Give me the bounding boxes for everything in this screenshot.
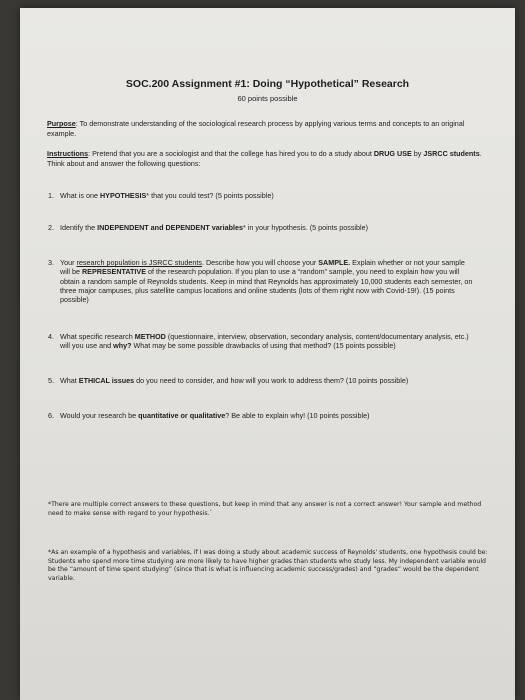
question-keyword: ETHICAL issues xyxy=(78,376,135,385)
question-underlined-text: research population is JSRCC students xyxy=(76,258,202,267)
question-text: ? Be able to explain why! (10 points possible) xyxy=(225,411,370,420)
question-text: * that you could test? (5 points possible) xyxy=(146,191,274,200)
points-subtitle: 60 points possible xyxy=(237,94,298,103)
question-keyword: REPRESENTATIVE xyxy=(81,267,147,277)
instructions-paragraph xyxy=(47,149,492,168)
instructions-text: . Think about and answer the following questions: xyxy=(47,149,482,168)
instructions-text: by xyxy=(411,149,424,158)
page-title: SOC.200 Assignment #1: Doing “Hypothetical” Research xyxy=(125,78,410,90)
footnote-answers: *There are multiple correct answers to these questions, but keep in mind that any answer is not a correct answer! Your sample and method need to make sense with regard to your hypothesis.` xyxy=(48,501,482,517)
question-keyword: HYPOTHESIS xyxy=(99,191,147,200)
question-number: 6. xyxy=(48,411,54,420)
instructions-text: : Pretend that you are a sociologist and that the college has hired you to do a study about xyxy=(88,149,374,158)
question-text: . Describe how you will choose your xyxy=(201,258,319,267)
footnote-example: *As an example of a hypothesis and variables, if I was doing a study about academic success of Reynolds' students, one hypothesis could be: Students who spend more time studying are more likely to have higher grades than students who study less. My independent variable would be the “amount of time spent studying” (since that is what is influencing academic success/grades) and “grades” would be the dependent variable. xyxy=(48,549,488,582)
instructions-population: JSRCC students xyxy=(423,149,480,158)
question-keyword: INDEPENDENT and DEPENDENT variables xyxy=(97,223,243,232)
assignment-sheet xyxy=(20,8,515,700)
question-text: (questionnaire, interview, observation, secondary analysis, content/documentary analysis, etc.) will you use and xyxy=(60,332,469,351)
question-text: What is one xyxy=(60,191,100,200)
purpose-label: Purpose xyxy=(47,119,76,128)
purpose-paragraph xyxy=(47,119,492,138)
question-5 xyxy=(48,376,475,385)
question-number: 3. xyxy=(48,258,54,267)
question-text: do you need to consider, and how will you work to address them? (10 points possible) xyxy=(134,376,409,385)
question-keyword: SAMPLE. xyxy=(318,258,351,267)
question-4 xyxy=(48,332,475,351)
question-text: * in your hypothesis. (5 points possible) xyxy=(242,223,369,232)
question-text: What xyxy=(60,376,79,385)
question-6 xyxy=(48,411,475,420)
purpose-text: : To demonstrate understanding of the sociological research process by applying various terms and concepts to an original example. xyxy=(47,119,465,138)
question-keyword: METHOD xyxy=(134,332,166,341)
question-number: 1. xyxy=(48,191,54,200)
question-number: 2. xyxy=(48,223,54,232)
question-number: 5. xyxy=(48,376,54,385)
question-2 xyxy=(48,223,475,232)
question-text: What specific research xyxy=(60,332,135,341)
question-keyword: quantitative or qualitative xyxy=(138,411,226,420)
question-number: 4. xyxy=(48,332,54,341)
question-1 xyxy=(48,191,475,200)
question-text: Your xyxy=(60,258,77,267)
question-keyword: why? xyxy=(113,341,132,351)
question-text: Explain whether or not your sample will be xyxy=(60,258,465,277)
question-text: of the research population. If you plan to use a “random” sample, you need to explain how you will obtain a random sample of Reynolds students. Keep in mind that Reynolds has approximately 10,000 students each semester, on three major campuses, plus satellite campus locations and online students (lots of them right now with Covid-19!). (15 points possible) xyxy=(60,267,473,305)
instructions-label: Instructions xyxy=(47,149,89,158)
question-text: Would your research be xyxy=(60,411,139,420)
question-text: What may be some possible drawbacks of using that method? (15 points possible) xyxy=(131,341,396,351)
instructions-topic: DRUG USE xyxy=(373,149,412,158)
question-3 xyxy=(48,258,475,305)
question-text: Identify the xyxy=(60,223,98,232)
